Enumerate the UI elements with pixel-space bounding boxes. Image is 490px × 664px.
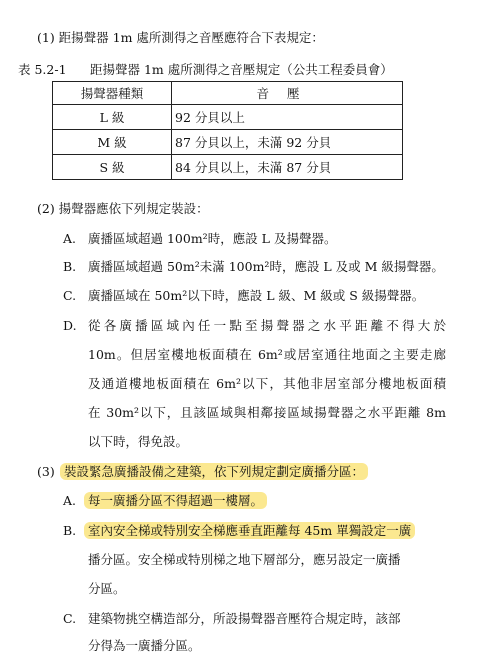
- list-item-label: C.: [63, 288, 77, 303]
- table-row: [53, 130, 403, 155]
- section-3-heading: [60, 462, 368, 482]
- list-item-line-text: 在 30m²以下，且該區域與相鄰接區域揚聲器之水平距離 8m: [88, 405, 446, 420]
- list-item-label: B.: [63, 259, 77, 274]
- table-cell: 84 分貝以上，未滿 87 分貝: [172, 155, 403, 180]
- list-item-line: [88, 316, 446, 336]
- list-item-line-text: 10m。但居室樓地板面積在 6m²或居室通往地面之主要走廊: [88, 347, 446, 362]
- list-item-text: 廣播區域超過 50m²未滿 100m²時，應設 L 及或 M 級揚聲器。: [88, 259, 444, 274]
- list-item-text: 廣播區域在 50m²以下時，應設 L 級、M 級或 S 級揚聲器。: [88, 288, 425, 303]
- table-cell: 87 分貝以上，未滿 92 分貝: [172, 130, 403, 155]
- table-header-speaker-type: 揚聲器種類: [53, 82, 172, 105]
- list-item-line-text: 分得為一廣播分區。: [88, 638, 201, 653]
- list-item-label: A.: [63, 231, 77, 246]
- table-cell: L 級: [53, 105, 172, 130]
- highlighted-text: 室內安全梯或特別安全梯應垂直距離每 45m 單獨設定一廣: [84, 522, 415, 539]
- list-item-label: D.: [63, 318, 77, 333]
- table-row: [53, 155, 403, 180]
- table-header-row: [53, 82, 403, 105]
- section-3-label: (3): [37, 464, 55, 479]
- table-row: [53, 105, 403, 130]
- list-item-line-text: 從各廣播區域內任一點至揚聲器之水平距離不得大於: [88, 318, 446, 333]
- list-item-line-text: 以下時，得免設。: [88, 434, 189, 449]
- list-item-line: [84, 491, 267, 511]
- highlighted-text: 裝設緊急廣播設備之建築，依下列規定劃定廣播分區：: [60, 463, 368, 480]
- sound-pressure-table: [52, 81, 403, 180]
- list-item-line-text: 分區。: [88, 581, 126, 596]
- list-item-text: 廣播區域超過 100m²時，應設 L 及揚聲器。: [88, 231, 337, 246]
- section-1-heading: (1) 距揚聲器 1m 處所測得之音壓應符合下表規定：: [37, 30, 324, 45]
- list-item-line-text: 播分區。安全梯或特別梯之地下層部分，應另設定一廣播: [88, 552, 401, 567]
- list-item-line: [88, 345, 446, 365]
- list-item-label: A.: [63, 493, 77, 508]
- list-item-label: C.: [63, 611, 77, 626]
- list-item-line: [84, 521, 415, 541]
- table-cell: 92 分貝以上: [172, 105, 403, 130]
- list-item-line: [88, 374, 446, 394]
- list-item-line: [88, 403, 446, 423]
- highlighted-text: 每一廣播分區不得超過一樓層。: [84, 492, 267, 509]
- list-item-line-text: 建築物挑空構造部分，所設揚聲器音壓符合規定時，該部: [88, 611, 401, 626]
- table-caption-number: 表 5.2-1: [18, 62, 67, 77]
- list-item-label: B.: [63, 523, 77, 538]
- section-2-heading: (2) 揚聲器應依下列規定裝設：: [37, 201, 209, 216]
- table-header-sound-pressure: 音壓: [172, 82, 403, 105]
- table-caption: 距揚聲器 1m 處所測得之音壓規定（公共工程委員會）: [90, 62, 393, 77]
- table-cell: S 級: [53, 155, 172, 180]
- list-item-line-text: 及通道樓地板面積在 6m²以下，其他非居室部分樓地板面積: [88, 376, 446, 391]
- table-cell: M 級: [53, 130, 172, 155]
